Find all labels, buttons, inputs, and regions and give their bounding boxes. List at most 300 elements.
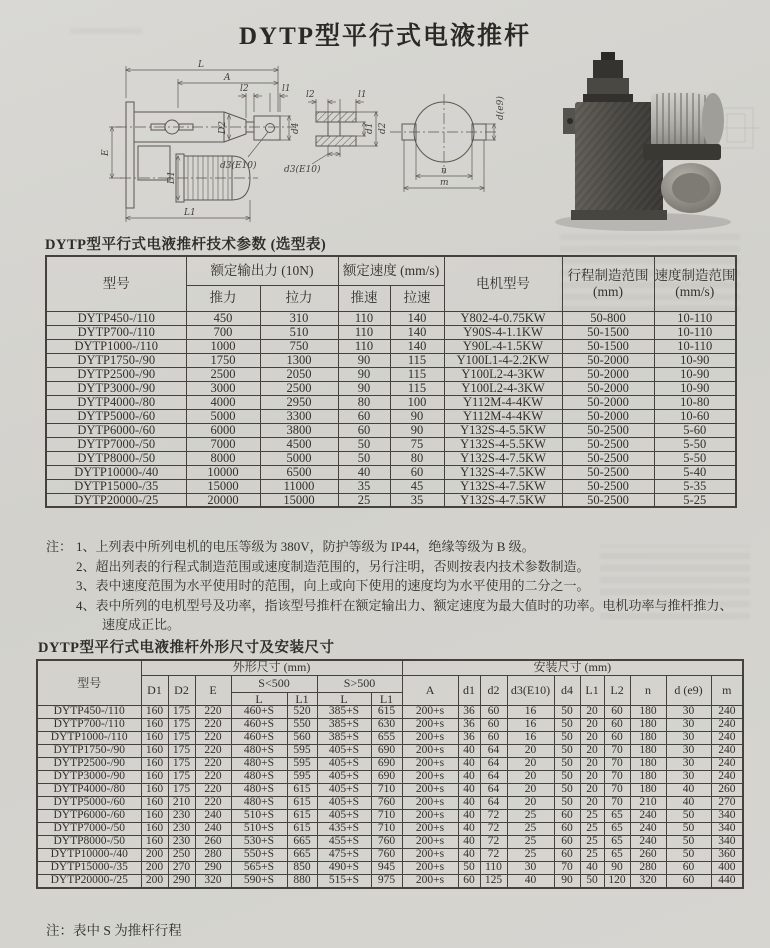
table-cell: DYTP3000-/90 [37, 771, 141, 784]
table-cell: 200 [141, 875, 168, 888]
table-cell: 50-1500 [562, 325, 654, 339]
col-header-pull-force: 拉力 [260, 285, 338, 311]
table-cell: 6000 [186, 423, 260, 437]
table-cell: 25 [338, 493, 390, 507]
table-cell: 72 [480, 823, 507, 836]
table-cell: DYTP8000-/50 [37, 836, 141, 849]
table-cell: 90 [554, 875, 580, 888]
table-cell: 40 [666, 784, 711, 797]
col-header-outline-group: 外形尺寸 (mm) [141, 660, 402, 675]
table-cell: 2500 [260, 381, 338, 395]
table-cell: 760 [371, 797, 402, 810]
table-cell: Y132S-4-7.5KW [444, 493, 562, 507]
table-cell: 240 [711, 758, 743, 771]
table-cell: 100 [390, 395, 444, 409]
table-cell: 10-110 [654, 325, 736, 339]
note-item: 1、上列表中所列电机的电压等级为 380V，防护等级为 IP44，绝缘等级为 B 级。 [76, 539, 535, 554]
dim-label-d1: d1 [365, 122, 375, 134]
table-row [37, 797, 743, 810]
table-cell: 40 [458, 758, 480, 771]
table-row [46, 325, 736, 339]
table-cell: 220 [195, 706, 231, 719]
table-cell: Y112M-4-4KW [444, 395, 562, 409]
table-cell: 5-50 [654, 437, 736, 451]
table-cell: 60 [338, 409, 390, 423]
table-cell: 475+S [317, 849, 371, 862]
table-cell: 180 [630, 706, 666, 719]
dim-label-A: A [224, 73, 231, 83]
table-cell: 615 [371, 706, 402, 719]
dim-label-l2: l2 [240, 84, 249, 94]
table-cell: 160 [141, 771, 168, 784]
table-cell: 50-1500 [562, 339, 654, 353]
table-cell: DYTP5000-/60 [37, 797, 141, 810]
table-cell: 200+s [402, 758, 458, 771]
table-cell: 7000 [186, 437, 260, 451]
table-cell: 50-2500 [562, 423, 654, 437]
col-header-m: m [711, 675, 743, 706]
trunnion-end-view [390, 94, 506, 192]
table-cell: 460+S [231, 706, 287, 719]
table-cell: 115 [390, 367, 444, 381]
table1-caption: DYTP型平行式电液推杆技术参数 (选型表) [45, 237, 327, 253]
col-header-rated-speed: 额定速度 (mm/s) [338, 256, 444, 285]
dim-label-d3E10: d3(E10) [220, 161, 257, 171]
table-cell: DYTP6000-/60 [37, 810, 141, 823]
col-header-A: A [402, 675, 458, 706]
table-cell: 180 [630, 784, 666, 797]
table-cell: 220 [195, 719, 231, 732]
table-cell: 50 [554, 797, 580, 810]
table-row [46, 339, 736, 353]
table-cell: 50 [338, 451, 390, 465]
table-cell: DYTP10000-/40 [37, 849, 141, 862]
table-cell: 64 [480, 797, 507, 810]
table-cell: 240 [195, 823, 231, 836]
table-cell: 25 [580, 810, 604, 823]
table-cell: 530+S [231, 836, 287, 849]
table-row [46, 367, 736, 381]
table-cell: 385+S [317, 732, 371, 745]
table-cell: 595 [287, 745, 317, 758]
table-cell: DYTP15000-/35 [37, 862, 141, 875]
table-cell: 175 [168, 719, 195, 732]
table-cell: 60 [480, 719, 507, 732]
table-cell: 2050 [260, 367, 338, 381]
table-cell: 220 [195, 784, 231, 797]
table-cell: 270 [711, 797, 743, 810]
table-row [46, 395, 736, 409]
table-cell: 72 [480, 836, 507, 849]
table-cell: 70 [604, 745, 630, 758]
table-cell: 240 [630, 836, 666, 849]
table-cell: 280 [195, 849, 231, 862]
table-cell: 40 [666, 797, 711, 810]
table-cell: 760 [371, 836, 402, 849]
table-row [37, 732, 743, 745]
table-cell: 70 [604, 797, 630, 810]
table-cell: DYTP20000-/25 [37, 875, 141, 888]
table-cell: 8000 [186, 451, 260, 465]
table-cell: 260 [195, 836, 231, 849]
table-cell: 50 [666, 849, 711, 862]
table-cell: 20 [580, 758, 604, 771]
table-cell: 590+S [231, 875, 287, 888]
table-cell: 160 [141, 836, 168, 849]
table-cell: 175 [168, 784, 195, 797]
table-cell: 64 [480, 784, 507, 797]
table-cell: 405+S [317, 784, 371, 797]
table-cell: 515+S [317, 875, 371, 888]
table-cell: DYTP7000-/50 [46, 437, 186, 451]
table-row [46, 479, 736, 493]
col-header-push-speed: 推速 [338, 285, 390, 311]
table-cell: 455+S [317, 836, 371, 849]
table-cell: 175 [168, 771, 195, 784]
table-cell: 60 [604, 732, 630, 745]
table-cell: 25 [580, 823, 604, 836]
table-cell: 50-2500 [562, 493, 654, 507]
table-cell: 4500 [260, 437, 338, 451]
table-cell: 35 [390, 493, 444, 507]
table-cell: 240 [711, 771, 743, 784]
table-cell: Y132S-4-5.5KW [444, 423, 562, 437]
table-cell: 880 [287, 875, 317, 888]
table-cell: 10-80 [654, 395, 736, 409]
table-cell: 5-40 [654, 465, 736, 479]
table-cell: 20 [580, 771, 604, 784]
table-cell: 160 [141, 706, 168, 719]
table-cell: Y100L1-4-2.2KW [444, 353, 562, 367]
table-row [37, 823, 743, 836]
table-cell: 72 [480, 810, 507, 823]
table-cell: 450 [186, 311, 260, 325]
table-cell: 480+S [231, 784, 287, 797]
table-cell: 480+S [231, 745, 287, 758]
table-cell: 115 [390, 353, 444, 367]
table-cell: 360 [711, 849, 743, 862]
table-cell: 175 [168, 758, 195, 771]
table-cell: Y132S-4-5.5KW [444, 437, 562, 451]
table-cell: DYTP15000-/35 [46, 479, 186, 493]
table-cell: 230 [168, 823, 195, 836]
table-row [46, 493, 736, 507]
col-header-L-lt: L [231, 692, 287, 706]
table-cell: 50 [554, 758, 580, 771]
table-cell: 20 [507, 745, 554, 758]
col-header-D2: D2 [168, 675, 195, 706]
table-cell: 60 [480, 706, 507, 719]
table-cell: 50-2000 [562, 353, 654, 367]
table-cell: 45 [390, 479, 444, 493]
stroke-range-line1: 行程制造范围 [567, 268, 649, 284]
table-cell: 385+S [317, 706, 371, 719]
table-cell: 240 [630, 810, 666, 823]
table-cell: 120 [604, 875, 630, 888]
table-cell: 240 [711, 706, 743, 719]
table-cell: 200+s [402, 797, 458, 810]
table-cell: 310 [260, 311, 338, 325]
dim-label-de9: d(e9) [496, 96, 506, 120]
table-cell: 595 [287, 771, 317, 784]
table-cell: 40 [458, 797, 480, 810]
table-cell: 20 [580, 745, 604, 758]
table-cell: 25 [507, 810, 554, 823]
table-cell: 90 [390, 423, 444, 437]
table-cell: 440 [711, 875, 743, 888]
table-cell: DYTP8000-/50 [46, 451, 186, 465]
table-cell: DYTP6000-/60 [46, 423, 186, 437]
table-cell: 15000 [260, 493, 338, 507]
table-cell: DYTP4000-/80 [46, 395, 186, 409]
table-cell: 10-110 [654, 311, 736, 325]
table-cell: 50-800 [562, 311, 654, 325]
table-cell: 40 [458, 849, 480, 862]
table-cell: 140 [390, 339, 444, 353]
table-row [37, 719, 743, 732]
table-cell: 480+S [231, 758, 287, 771]
col-header-D1: D1 [141, 675, 168, 706]
table-cell: 5-25 [654, 493, 736, 507]
table-cell: 110 [338, 339, 390, 353]
dimensions-table [36, 659, 744, 889]
table-cell: 30 [666, 771, 711, 784]
table-cell: 60 [338, 423, 390, 437]
main-view-dimensions [109, 66, 291, 222]
table-cell: 240 [195, 810, 231, 823]
table-row [37, 745, 743, 758]
table-cell: 220 [195, 732, 231, 745]
table-cell: 64 [480, 771, 507, 784]
table-cell: 340 [711, 836, 743, 849]
product-photo [523, 50, 763, 235]
table-cell: DYTP1750-/90 [37, 745, 141, 758]
dim-label-E: E [101, 149, 111, 156]
table-cell: 1300 [260, 353, 338, 367]
table-cell: 70 [604, 771, 630, 784]
table-cell: 710 [371, 823, 402, 836]
table-row [46, 451, 736, 465]
table-cell: 25 [580, 836, 604, 849]
table-cell: 665 [287, 849, 317, 862]
table-cell: 115 [390, 381, 444, 395]
table-cell: 750 [260, 339, 338, 353]
dim-label-n: n [441, 166, 447, 176]
table-cell: DYTP450-/110 [37, 706, 141, 719]
table-cell: 230 [168, 836, 195, 849]
table-cell: 160 [141, 732, 168, 745]
table-cell: 340 [711, 823, 743, 836]
table-cell: 60 [554, 823, 580, 836]
col-header-push-force: 推力 [186, 285, 260, 311]
dim-label-L1: L1 [184, 208, 196, 218]
table-cell: 760 [371, 849, 402, 862]
table-cell: DYTP1750-/90 [46, 353, 186, 367]
table-cell: 5000 [186, 409, 260, 423]
col-header-d-e9: d (e9) [666, 675, 711, 706]
table-cell: 50-2500 [562, 451, 654, 465]
table-cell: 16 [507, 706, 554, 719]
table-cell: 64 [480, 758, 507, 771]
table-cell: 690 [371, 758, 402, 771]
table-cell: 30 [666, 732, 711, 745]
col-header-install-group: 安装尺寸 (mm) [402, 660, 743, 675]
table-cell: 220 [195, 771, 231, 784]
table-cell: 200+s [402, 719, 458, 732]
notes-section [46, 537, 738, 635]
table-cell: 1000 [186, 339, 260, 353]
table-cell: Y132S-4-7.5KW [444, 465, 562, 479]
table-cell: 72 [480, 849, 507, 862]
table-cell: 50-2500 [562, 465, 654, 479]
table-cell: 50 [338, 437, 390, 451]
table-cell: 280 [630, 862, 666, 875]
table-cell: 20 [580, 719, 604, 732]
table-cell: 50 [554, 732, 580, 745]
table-cell: 975 [371, 875, 402, 888]
table-cell: 65 [604, 836, 630, 849]
col-header-n: n [630, 675, 666, 706]
col-header-L-gt: L [317, 692, 371, 706]
table-cell: 2950 [260, 395, 338, 409]
note-item: 3、表中速度范围为水平使用时的范围，向上或向下使用的速度均为水平使用的二分之一。 [76, 578, 590, 593]
table-cell: 36 [458, 706, 480, 719]
table-row [37, 771, 743, 784]
table-cell: 50 [554, 745, 580, 758]
table-cell: 50 [554, 706, 580, 719]
table-cell: 435+S [317, 823, 371, 836]
table-cell: 10-90 [654, 367, 736, 381]
table-row [37, 836, 743, 849]
table-cell: 200+s [402, 849, 458, 862]
table-cell: 405+S [317, 758, 371, 771]
table-cell: 160 [141, 745, 168, 758]
table-row [37, 784, 743, 797]
table-cell: 36 [458, 719, 480, 732]
table-cell: 25 [507, 849, 554, 862]
table-cell: 520 [287, 706, 317, 719]
table-cell: 5000 [260, 451, 338, 465]
table-cell: 50 [666, 836, 711, 849]
table-cell: 160 [141, 758, 168, 771]
table-cell: 80 [390, 451, 444, 465]
table-cell: 220 [195, 797, 231, 810]
col-header-model: 型号 [37, 660, 141, 706]
table-cell: 16 [507, 732, 554, 745]
table-cell: 64 [480, 745, 507, 758]
table-cell: 60 [666, 862, 711, 875]
table-cell: 60 [666, 875, 711, 888]
table-cell: 550+S [231, 849, 287, 862]
table-cell: 40 [580, 862, 604, 875]
table-cell: 40 [338, 465, 390, 479]
table-cell: 40 [507, 875, 554, 888]
table-row [46, 311, 736, 325]
footnote: 注：表中 S 为推杆行程 [46, 923, 182, 938]
table-cell: 460+S [231, 732, 287, 745]
table-row [46, 465, 736, 479]
table-cell: 20000 [186, 493, 260, 507]
table-cell: 320 [630, 875, 666, 888]
stroke-range-line2: (mm) [593, 283, 623, 299]
table-cell: 50 [666, 810, 711, 823]
table-row [46, 353, 736, 367]
col-header-model: 型号 [46, 256, 186, 311]
col-header-motor: 电机型号 [444, 256, 562, 311]
table-cell: 180 [630, 745, 666, 758]
table-cell: 200+s [402, 706, 458, 719]
col-header-stroke-range [562, 256, 654, 311]
col-header-d4: d4 [554, 675, 580, 706]
table-cell: 510+S [231, 810, 287, 823]
table-cell: DYTP2500-/90 [46, 367, 186, 381]
table-cell: 200+s [402, 810, 458, 823]
dim-label-D1: D1 [167, 171, 177, 184]
table-cell: 180 [630, 719, 666, 732]
table-cell: 90 [338, 381, 390, 395]
table-cell: 405+S [317, 771, 371, 784]
speed-range-line1: 速度制造范围 [654, 268, 736, 284]
table-cell: 210 [168, 797, 195, 810]
table-row [37, 875, 743, 888]
table-cell: 560 [287, 732, 317, 745]
table-cell: 175 [168, 745, 195, 758]
table-cell: 510 [260, 325, 338, 339]
table-cell: 40 [458, 784, 480, 797]
table-cell: 240 [711, 719, 743, 732]
table-cell: 70 [554, 862, 580, 875]
col-header-L2: L2 [604, 675, 630, 706]
table-cell: 405+S [317, 797, 371, 810]
table-cell: Y132S-4-7.5KW [444, 451, 562, 465]
table-cell: 405+S [317, 810, 371, 823]
table-row [46, 409, 736, 423]
table-cell: 60 [604, 719, 630, 732]
table-cell: 200+s [402, 745, 458, 758]
table-cell: 220 [195, 758, 231, 771]
table-cell: 340 [711, 810, 743, 823]
table-cell: 20 [580, 706, 604, 719]
table-cell: 2500 [186, 367, 260, 381]
table-cell: DYTP20000-/25 [46, 493, 186, 507]
table-cell: DYTP1000-/110 [37, 732, 141, 745]
table-cell: 50 [458, 862, 480, 875]
table-row [37, 758, 743, 771]
table-cell: DYTP5000-/60 [46, 409, 186, 423]
table-cell: 60 [480, 732, 507, 745]
table-cell: 20 [580, 797, 604, 810]
table-cell: 690 [371, 745, 402, 758]
table-cell: 10000 [186, 465, 260, 479]
table-cell: 20 [580, 732, 604, 745]
col-header-speed-range [654, 256, 736, 311]
table-cell: 25 [507, 823, 554, 836]
table-cell: 5-50 [654, 451, 736, 465]
table-cell: Y132S-4-7.5KW [444, 479, 562, 493]
table-cell: 30 [666, 745, 711, 758]
table-cell: 400 [711, 862, 743, 875]
table-cell: 200+s [402, 823, 458, 836]
table-cell: 36 [458, 732, 480, 745]
table-cell: 40 [458, 745, 480, 758]
table-cell: 3300 [260, 409, 338, 423]
table-cell: 65 [604, 849, 630, 862]
dim-label-l1: l1 [358, 90, 367, 100]
table2-caption: DYTP型平行式电液推杆外形尺寸及安装尺寸 [38, 640, 335, 656]
table-cell: 290 [195, 862, 231, 875]
table-cell: 25 [580, 849, 604, 862]
table-cell: 60 [554, 810, 580, 823]
